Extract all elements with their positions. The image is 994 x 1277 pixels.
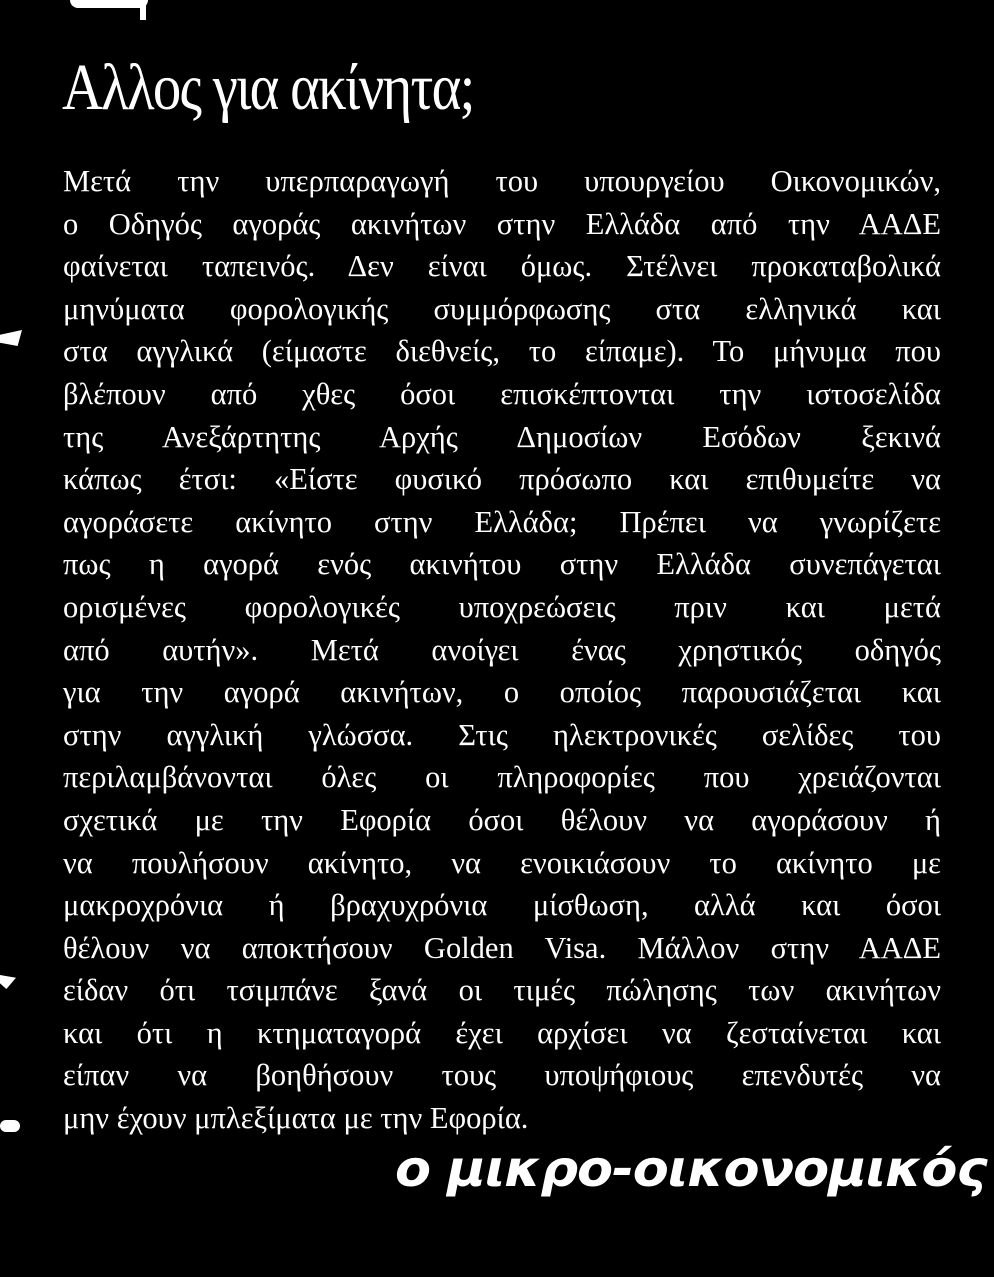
body-line: ορισμένες φορολογικές υποχρεώσεις πριν και μετά — [63, 589, 941, 624]
body-line: είπαν να βοηθήσουν τους υποψήφιους επενδυτές να — [63, 1058, 941, 1093]
body-line: κάπως έτσι: «Είστε φυσικό πρόσωπο και επιθυμείτε να — [63, 462, 941, 497]
body-line: είδαν ότι τσιμπάνε ξανά οι τιμές πώλησης των ακινήτων — [63, 973, 941, 1008]
article-title: Αλλος για ακίνητα; — [62, 51, 474, 124]
body-line: βλέπουν από χθες όσοι επισκέπτονται την ιστοσελίδα — [63, 376, 941, 411]
body-line: για την αγορά ακινήτων, ο οποίος παρουσιάζεται και — [63, 675, 941, 710]
body-line: περιλαμβάνονται όλες οι πληροφορίες που χρειάζονται — [63, 760, 941, 795]
handwritten-signature: ο μικρο-οικονομικός — [395, 1140, 987, 1198]
body-line: μακροχρόνια ή βραχυχρόνια μίσθωση, αλλά και όσοι — [63, 888, 941, 923]
clipping-fragment-top-tail — [140, 0, 146, 20]
clipping-fragment-left — [0, 330, 22, 346]
body-line: πως η αγορά ενός ακινήτου στην Ελλάδα συνεπάγεται — [63, 547, 941, 582]
body-line: μηνύματα φορολογικής συμμόρφωσης στα ελληνικά και — [63, 291, 941, 326]
body-line: και ότι η κτηματαγορά έχει αρχίσει να ζεσταίνεται και — [63, 1015, 941, 1050]
body-line: ο Οδηγός αγοράς ακινήτων στην Ελλάδα από την ΑΑΔΕ — [63, 206, 941, 241]
body-line: στην αγγλική γλώσσα. Στις ηλεκτρονικές σελίδες του — [63, 717, 941, 752]
body-line: θέλουν να αποκτήσουν Golden Visa. Μάλλον στην ΑΑΔΕ — [63, 930, 941, 965]
article-body — [63, 160, 941, 1140]
body-line: φαίνεται ταπεινός. Δεν είναι όμως. Στέλνει προκαταβολικά — [63, 249, 941, 284]
body-line: αγοράσετε ακίνητο στην Ελλάδα; Πρέπει να γνωρίζετε — [63, 504, 941, 539]
body-line: στα αγγλικά (είμαστε διεθνείς, το είπαμε). Το μήνυμα που — [63, 334, 941, 369]
body-line: σχετικά με την Εφορία όσοι θέλουν να αγοράσουν ή — [63, 802, 941, 837]
clipping-fragment-left — [0, 975, 16, 989]
clipping-fragment-top — [70, 0, 148, 8]
body-line: μην έχουν μπλεξίματα με την Εφορία. — [63, 1101, 529, 1136]
clipping-fragment-left — [0, 1120, 20, 1132]
body-line: να πουλήσουν ακίνητο, να ενοικιάσουν το ακίνητο με — [63, 845, 941, 880]
body-line: της Ανεξάρτητης Αρχής Δημοσίων Εσόδων ξεκινά — [63, 419, 941, 454]
body-line: Μετά την υπερπαραγωγή του υπουργείου Οικονομικών, — [63, 164, 941, 198]
body-line: από αυτήν». Μετά ανοίγει ένας χρηστικός οδηγός — [63, 632, 941, 667]
